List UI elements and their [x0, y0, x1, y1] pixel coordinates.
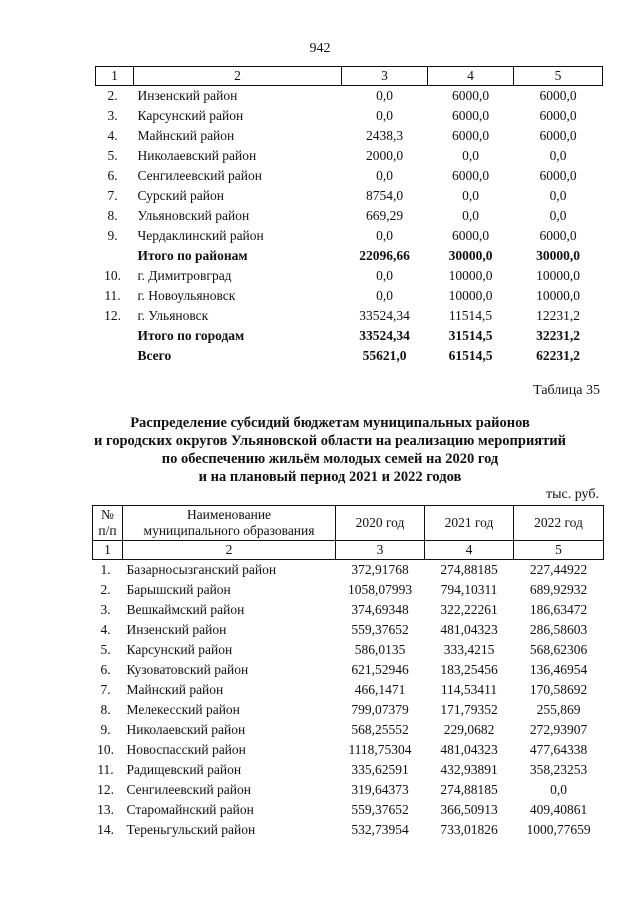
row-number: 9.: [107, 228, 118, 243]
value-col5: 568,62306: [529, 642, 588, 657]
value-col3: 799,07379: [351, 702, 409, 717]
row-number: 13.: [97, 802, 114, 817]
row-number: 4.: [107, 128, 118, 143]
row-number: 10.: [97, 742, 114, 757]
row-name: Вешкаймский район: [126, 602, 245, 617]
page-number: 942: [309, 41, 331, 56]
table-row: [96, 86, 603, 107]
row-number: 2.: [100, 582, 111, 597]
value-col4: 333,4215: [443, 642, 495, 657]
row-name: Барышский район: [126, 582, 231, 597]
value-col5: 272,93907: [529, 722, 588, 737]
value-col5: 0,0: [550, 782, 567, 797]
value-col3: 532,73954: [351, 822, 409, 837]
row-name: Сенгилеевский район: [126, 782, 251, 797]
row-number: 7.: [100, 682, 111, 697]
value-col4: 6000,0: [451, 108, 490, 123]
table-row: [93, 680, 604, 700]
row-number: [96, 326, 134, 346]
value-col3: 55621,0: [362, 348, 407, 363]
header-row: [93, 506, 604, 541]
value-col4: 322,22261: [440, 602, 498, 617]
header-number: [93, 506, 123, 541]
row-number: 1.: [100, 562, 111, 577]
row-name: Николаевский район: [126, 722, 246, 737]
value-col5: 30000,0: [536, 248, 580, 263]
header-number-line1: №: [101, 507, 114, 522]
row-name: Инзенский район: [126, 622, 227, 637]
value-col3: 0,0: [376, 108, 393, 123]
row-name: Итого по городам: [137, 328, 245, 343]
row-number: [96, 246, 134, 266]
value-col5: 358,23253: [529, 762, 588, 777]
header-name-line2: муниципального образования: [143, 523, 315, 538]
subsidy-distribution-table: [92, 505, 604, 840]
table-row: [93, 620, 604, 640]
value-col5: 6000,0: [539, 128, 577, 143]
value-col4: 794,10311: [440, 582, 498, 597]
value-col3: 669,29: [365, 208, 404, 223]
value-col5: 0,0: [549, 188, 567, 203]
row-number: 5.: [100, 642, 111, 657]
value-col5: 62231,2: [536, 348, 580, 363]
table-title: [70, 414, 590, 486]
column-number-row: [96, 67, 603, 86]
value-col4: 274,88185: [440, 562, 498, 577]
table-row: [93, 700, 604, 720]
value-col3: 559,37652: [351, 622, 409, 637]
row-number: 3.: [107, 108, 118, 123]
value-col3: 466,1471: [354, 682, 406, 697]
value-col4: 6000,0: [451, 228, 490, 243]
column-number: 2: [134, 67, 342, 86]
value-col5: 10000,0: [536, 268, 580, 283]
row-number: 8.: [100, 702, 111, 717]
table-row: [96, 106, 603, 126]
row-number: 12.: [97, 782, 114, 797]
header-year-2021: 2021 год: [425, 506, 514, 541]
value-col4: 0,0: [462, 208, 479, 223]
header-name-line1: Наименование: [186, 507, 272, 522]
value-col3: 1058,07993: [347, 582, 413, 597]
value-col4: 274,88185: [440, 782, 498, 797]
row-name: Чердаклинский район: [137, 228, 264, 243]
value-col3: 33524,34: [359, 308, 410, 323]
table-row: [93, 580, 604, 600]
row-number: 12.: [104, 308, 121, 323]
value-col4: 30000,0: [448, 248, 493, 263]
value-col3: 374,69348: [351, 602, 409, 617]
column-number: 5: [514, 67, 603, 86]
value-col3: 0,0: [376, 288, 393, 303]
value-col5: 10000,0: [536, 288, 580, 303]
row-number: 11.: [104, 288, 121, 303]
value-col5: 286,58603: [529, 622, 588, 637]
value-col4: 10000,0: [448, 268, 493, 283]
value-col4: 61514,5: [448, 348, 493, 363]
value-col3: 372,91768: [351, 562, 409, 577]
value-col4: 481,04323: [440, 742, 498, 757]
subsidy-table-continued: [95, 66, 603, 366]
row-number: [96, 346, 134, 366]
value-col4: 229,0682: [443, 722, 495, 737]
table-title-line: и городских округов Ульяновской области на реализацию мероприятий: [94, 433, 566, 449]
value-col3: 0,0: [376, 168, 393, 183]
value-col5: 6000,0: [539, 88, 577, 103]
value-col4: 6000,0: [451, 88, 490, 103]
table-row: [96, 346, 603, 366]
row-name: г. Димитровград: [137, 268, 232, 283]
row-name: Ульяновский район: [137, 208, 250, 223]
row-name: Старомайнский район: [126, 802, 254, 817]
value-col5: 477,64338: [529, 742, 588, 757]
value-col3: 319,64373: [351, 782, 409, 797]
column-number: 4: [428, 67, 514, 86]
table-row: [96, 246, 603, 266]
value-col5: 0,0: [549, 208, 567, 223]
column-number: 1: [96, 67, 134, 86]
value-col3: 0,0: [376, 268, 393, 283]
table-row: [93, 640, 604, 660]
table-row: [96, 146, 603, 166]
table-row: [96, 306, 603, 326]
column-number: 5: [514, 541, 604, 560]
table-row: [93, 800, 604, 820]
value-col5: 12231,2: [536, 308, 580, 323]
table-row: [96, 266, 603, 286]
column-number: 2: [123, 541, 336, 560]
header-number-line2: п/п: [98, 523, 117, 538]
table-caption: Таблица 35: [533, 383, 600, 398]
row-number: 4.: [100, 622, 111, 637]
table-title-line: Распределение субсидий бюджетам муниципальных районов: [130, 415, 530, 431]
table-row: [96, 326, 603, 346]
table-row: [93, 820, 604, 840]
value-col4: 0,0: [462, 148, 479, 163]
table-row: [93, 660, 604, 680]
header-year-2022: 2022 год: [514, 506, 604, 541]
row-number: 14.: [97, 822, 114, 837]
table-row: [93, 600, 604, 620]
row-name: Инзенский район: [137, 88, 238, 103]
value-col5: 689,92932: [529, 582, 588, 597]
table-row: [96, 126, 603, 146]
row-name: Мелекесский район: [126, 702, 240, 717]
row-number: 10.: [104, 268, 121, 283]
value-col4: 10000,0: [448, 288, 493, 303]
value-col5: 136,46954: [529, 662, 588, 677]
table-row: [96, 166, 603, 186]
value-col4: 11514,5: [448, 308, 493, 323]
value-col5: 227,44922: [529, 562, 588, 577]
value-col3: 621,52946: [351, 662, 409, 677]
value-col5: 186,63472: [529, 602, 588, 617]
table-row: [96, 286, 603, 306]
row-number: 5.: [107, 148, 118, 163]
value-col5: 6000,0: [539, 108, 577, 123]
value-col3: 335,62591: [351, 762, 409, 777]
value-col4: 114,53411: [440, 682, 498, 697]
row-number: 7.: [107, 188, 118, 203]
value-col4: 481,04323: [440, 622, 498, 637]
row-number: 6.: [107, 168, 118, 183]
row-name: Майнский район: [137, 128, 235, 143]
value-col4: 183,25456: [440, 662, 498, 677]
row-number: 11.: [97, 762, 114, 777]
row-number: 9.: [100, 722, 111, 737]
header-name: [123, 506, 336, 541]
value-col5: 6000,0: [539, 228, 577, 243]
value-col3: 22096,66: [359, 248, 410, 263]
value-col5: 409,40861: [529, 802, 588, 817]
table-row: [96, 206, 603, 226]
value-col4: 31514,5: [448, 328, 493, 343]
column-number: 3: [336, 541, 425, 560]
units-label: тыс. руб.: [546, 487, 599, 502]
table-row: [93, 780, 604, 800]
value-col5: 255,869: [536, 702, 581, 717]
row-name: Николаевский район: [137, 148, 257, 163]
table-row: [93, 720, 604, 740]
row-name: Всего: [137, 348, 172, 363]
row-number: 3.: [100, 602, 111, 617]
table-title-line: и на плановый период 2021 и 2022 годов: [198, 469, 462, 485]
column-number: 1: [93, 541, 123, 560]
table-row: [93, 760, 604, 780]
row-number: 6.: [100, 662, 111, 677]
value-col3: 33524,34: [359, 328, 410, 343]
row-name: г. Новоульяновск: [137, 288, 236, 303]
value-col3: 8754,0: [365, 188, 404, 203]
value-col3: 0,0: [376, 228, 393, 243]
value-col3: 2438,3: [365, 128, 404, 143]
value-col3: 586,0135: [354, 642, 406, 657]
row-name: Новоспасский район: [126, 742, 246, 757]
row-number: 8.: [107, 208, 118, 223]
row-name: Кузоватовский район: [126, 662, 249, 677]
row-name: Карсунский район: [126, 642, 233, 657]
header-year-2020: 2020 год: [336, 506, 425, 541]
table-title-line: по обеспечению жильём молодых семей на 2020 год: [161, 451, 499, 467]
column-number: 4: [425, 541, 514, 560]
value-col3: 1118,75304: [348, 742, 412, 757]
row-name: Итого по районам: [137, 248, 248, 263]
row-number: 2.: [107, 88, 118, 103]
value-col4: 733,01826: [440, 822, 498, 837]
table-row: [96, 186, 603, 206]
value-col4: 366,50913: [440, 802, 498, 817]
table-row: [93, 560, 604, 581]
row-name: Майнский район: [126, 682, 224, 697]
value-col5: 32231,2: [536, 328, 580, 343]
value-col4: 6000,0: [451, 128, 490, 143]
value-col3: 0,0: [376, 88, 393, 103]
value-col4: 432,93891: [440, 762, 498, 777]
row-name: Базарносызганский район: [126, 562, 277, 577]
value-col4: 171,79352: [440, 702, 498, 717]
value-col4: 0,0: [462, 188, 479, 203]
row-name: г. Ульяновск: [137, 308, 209, 323]
row-name: Сенгилеевский район: [137, 168, 262, 183]
column-number-row: [93, 541, 604, 560]
value-col5: 1000,77659: [526, 822, 591, 837]
value-col4: 6000,0: [451, 168, 490, 183]
value-col5: 0,0: [549, 148, 567, 163]
row-name: Карсунский район: [137, 108, 244, 123]
value-col3: 2000,0: [365, 148, 404, 163]
value-col5: 6000,0: [539, 168, 577, 183]
row-name: Сурский район: [137, 188, 224, 203]
row-name: Тереньгульский район: [126, 822, 256, 837]
table-row: [93, 740, 604, 760]
table-row: [96, 226, 603, 246]
row-name: Радищевский район: [126, 762, 242, 777]
value-col3: 559,37652: [351, 802, 409, 817]
column-number: 3: [342, 67, 428, 86]
value-col5: 170,58692: [529, 682, 588, 697]
value-col3: 568,25552: [351, 722, 409, 737]
